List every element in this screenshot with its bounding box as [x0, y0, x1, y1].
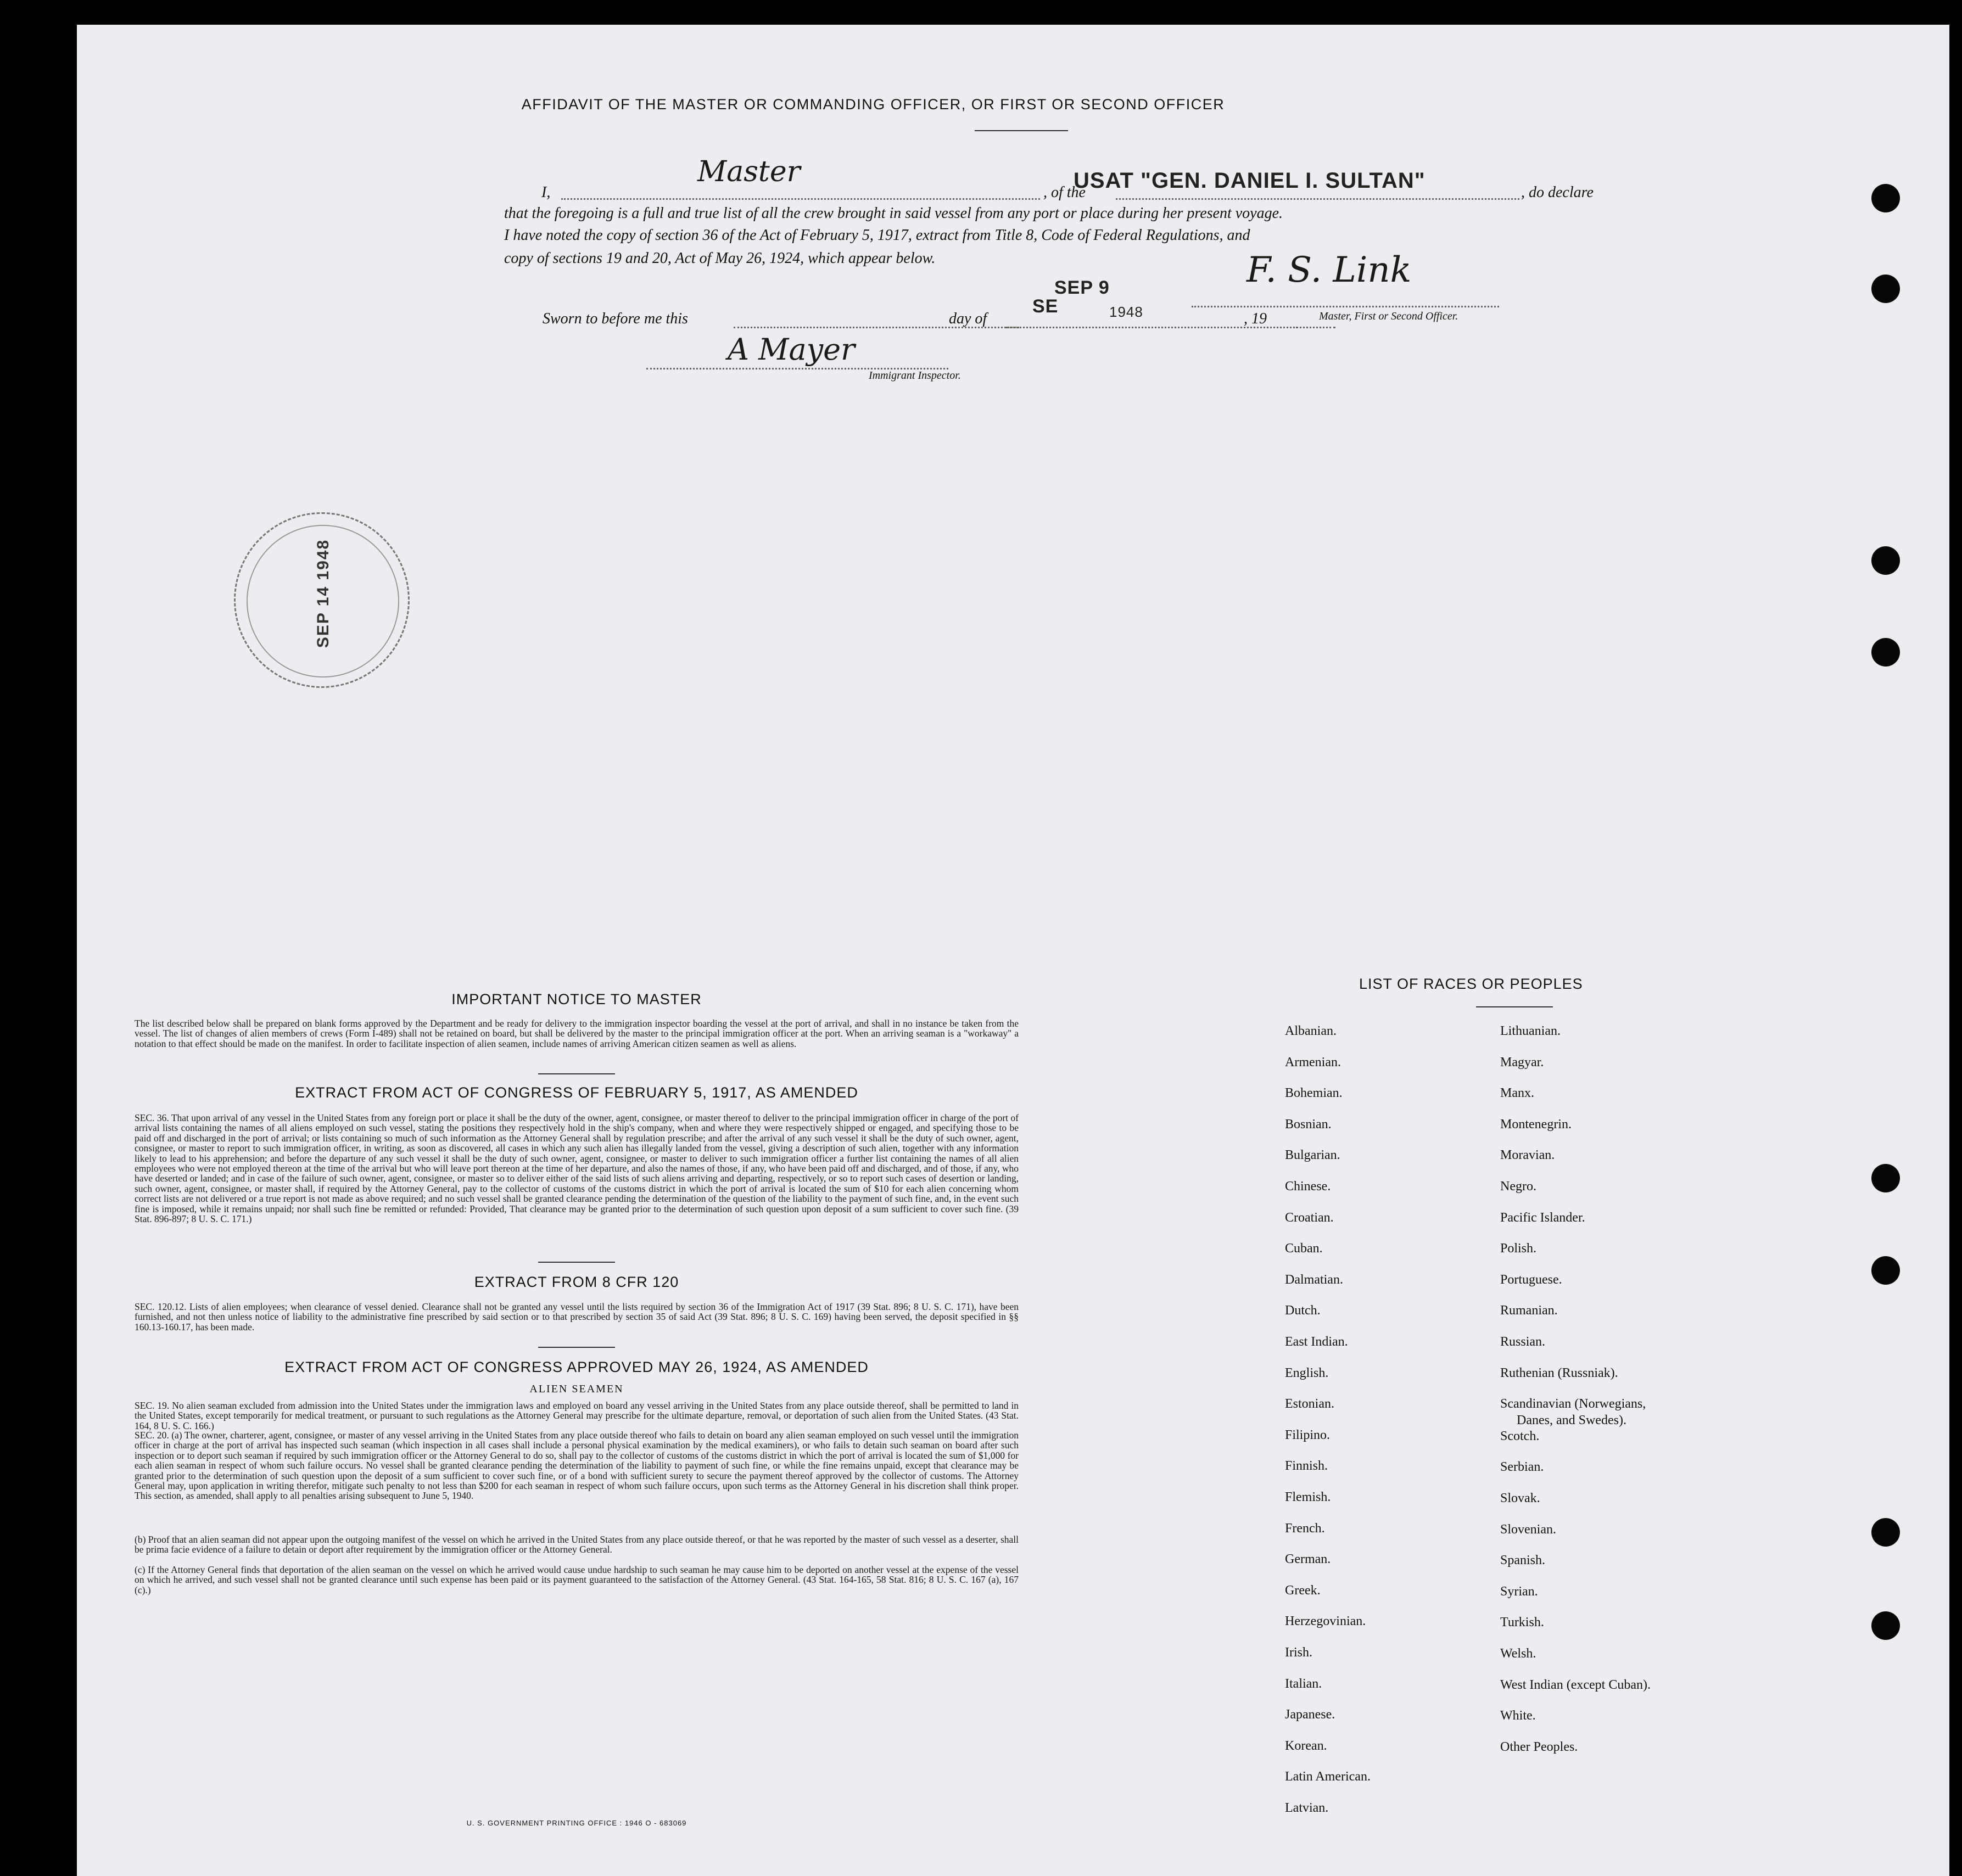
race-item: Slovak.	[1500, 1491, 1540, 1505]
race-item: Japanese.	[1285, 1707, 1335, 1722]
race-item: Irish.	[1285, 1645, 1312, 1660]
race-item: Rumanian.	[1500, 1303, 1558, 1318]
divider	[975, 130, 1068, 131]
race-item: Cuban.	[1285, 1241, 1323, 1256]
race-item: Danes, and Swedes).	[1517, 1413, 1626, 1428]
races-title: LIST OF RACES OR PEOPLES	[1359, 976, 1583, 992]
race-item: Bosnian.	[1285, 1117, 1332, 1132]
sworn-month-stamp: SE	[1032, 296, 1059, 317]
vessel-name-blank	[1116, 198, 1519, 200]
affidavit-line4: copy of sections 19 and 20, Act of May 26, 1924, which appear below.	[504, 250, 936, 267]
race-item: Turkish.	[1500, 1615, 1544, 1630]
race-item: Polish.	[1500, 1241, 1537, 1256]
race-item: Moravian.	[1500, 1148, 1555, 1163]
race-item: Italian.	[1285, 1676, 1322, 1691]
document-page	[77, 25, 1949, 1876]
race-item: Negro.	[1500, 1179, 1536, 1194]
extract-1924-title: EXTRACT FROM ACT OF CONGRESS APPROVED MAY 26, 1924, AS AMENDED	[284, 1359, 869, 1375]
race-item: Bulgarian.	[1285, 1148, 1340, 1163]
race-item: Russian.	[1500, 1335, 1546, 1349]
divider	[538, 1073, 615, 1074]
binder-hole	[1871, 275, 1900, 303]
master-signature: F. S. Link	[1246, 250, 1412, 290]
extract-1924-sec20a: SEC. 20. (a) The owner, charterer, agent, consignee, or master of any vessel arriving in the United States from any place outside thereof who fails to detain on board any alien seaman employed on such vessel until the immigration officer in charge at the port of arrival has inspected such seaman (which inspection in all cases shall include a personal physical examination by the medical examiners), or who fails to detain such seaman on board after such inspection or to deport such seaman if required by such immigration officer or the Attorney General to do so, shall pay to the collector of customs of the customs district in which the port of arrival is located the sum of $1,000 for each alien seaman in respect of whom such failure occurs. No vessel shall be granted clearance pending the determination of the liability to payment of such fine, or while the fine remains unpaid, except that clearance may be granted prior to the determination of such question upon the deposit of a sum sufficient to cover such fine, or of a bond with sufficient surety to secure the payment thereof approved by the collector of customs. The Attorney General may, upon application in writing therefor, mitigate such penalty to not less than $200 for each seaman in respect of whom such failure occurs, upon such terms as the Attorney General in his discretion shall think proper. This section, as amended, shall apply to all penalties arising subsequent to June 5, 1940.	[135, 1430, 1019, 1502]
sworn-day-of: day of	[949, 310, 987, 327]
extract-cfr-body: SEC. 120.12. Lists of alien employees; when clearance of vessel denied. Clearance shall not be granted any vessel until the lists required by section 36 of the Immigration Act of 1917 (39 Stat. 896; 8 U. S. C. 171), have been furnished, and not then unless notice of liability to the administrative fine prescribed by said section or to that prescribed by section 35 of said Act (39 Stat. 896; 8 U. S. C. 169) having been served, the deposit specified in §§ 160.13-160.17, has been made.	[135, 1301, 1019, 1332]
race-item: Syrian.	[1500, 1584, 1538, 1599]
race-item: Korean.	[1285, 1738, 1327, 1753]
notice-section	[135, 991, 1019, 1847]
race-item: Armenian.	[1285, 1055, 1341, 1069]
race-item: East Indian.	[1285, 1335, 1348, 1349]
date-received-stamp: SEP 9	[1054, 277, 1110, 298]
race-item: Scotch.	[1500, 1429, 1540, 1443]
race-item: Slovenian.	[1500, 1522, 1556, 1537]
race-item: Scandinavian (Norwegians,	[1500, 1397, 1646, 1412]
race-item: Latin American.	[1285, 1769, 1371, 1784]
extract-1924-sec20b: (b) Proof that an alien seaman did not appear upon the outgoing manifest of the vessel on which he arrived in the United States from any place outside thereof, or that he was reported by the master of such vessel as a deserter, shall be prima facie evidence of a failure to detain or deport after requirement by the immigration officer or the Attorney General.	[135, 1534, 1019, 1555]
race-item: Ruthenian (Russniak).	[1500, 1365, 1618, 1380]
extract-1924-sec20c: (c) If the Attorney General finds that deportation of the alien seaman on the vessel on which he arrived would cause undue hardship to such seaman he may cause him to be deported on another vessel at the expense of the vessel on which he arrived, and such vessel shall not be granted clearance until such expense has been paid or its payment guaranteed to the satisfaction of the Attorney General. (43 Stat. 164-165, 58 Stat. 816; 8 U. S. C. 167 (a), 167 (c).)	[135, 1564, 1019, 1595]
inspector-caption: Immigrant Inspector.	[869, 369, 961, 382]
binder-hole	[1871, 546, 1900, 575]
race-item: Greek.	[1285, 1583, 1321, 1598]
race-item: Pacific Islander.	[1500, 1210, 1585, 1225]
extract-1917-title: EXTRACT FROM ACT OF CONGRESS OF FEBRUARY 5, 1917, AS AMENDED	[295, 1084, 858, 1101]
affidavit-line2: that the foregoing is a full and true list of all the crew brought in said vessel from any port or place during her present voyage.	[504, 205, 1283, 222]
binder-hole	[1871, 1518, 1900, 1547]
affidavit-line1-prefix: I,	[541, 184, 551, 201]
sworn-suffix: , 19	[1244, 310, 1267, 327]
race-item: Estonian.	[1285, 1397, 1334, 1412]
sworn-prefix: Sworn to before me this	[543, 310, 688, 327]
race-item: Dutch.	[1285, 1303, 1321, 1318]
race-item: Chinese.	[1285, 1179, 1331, 1194]
race-item: Welsh.	[1500, 1647, 1536, 1661]
race-item: English.	[1285, 1365, 1329, 1380]
extract-1917-body: SEC. 36. That upon arrival of any vessel in the United States from any foreign port or place it shall be the duty of the owner, agent, consignee, or master thereof to deliver to the principal immigration officer in charge of the port of arrival lists containing the names of all aliens employed on such vessel, stating the positions they respectively hold in the ship's company, when and where they were respectively shipped or engaged, and specifying those to be paid off and discharged in the port of arrival; or lists containing so much of such information as the Attorney General shall by regulation prescribe; and after the arrival of any such vessel it shall be the duty of such owner, agent, consignee, or master to report to such immigration officer, in writing, as soon as discovered, all cases in which any such alien has illegally landed from the vessel, giving a description of such alien, together with any information likely to lead to his apprehension; and before the departure of any such vessel it shall be the duty of such owner, agent, consignee, or master to deliver to such immigration officer a further list containing the names of all alien employees who were not employed thereon at the time of the arrival but who will leave port thereon at the time of her departure, and also the names of those, if any, who have been paid off and discharged, and of those, if any, who have deserted or landed; and in case of the failure of such owner, agent, consignee, or master so to deliver either of the said lists of such aliens arriving and departing, respectively, or so to report such cases of desertion or landing, such owner, agent, consignee, or master shall, if required by the Attorney General, pay to the collector of customs of the customs district in which the port of arrival is located the sum of $10 for each alien concerning whom correct lists are not delivered or a true report is not made as above required; and no such vessel shall be granted clearance pending the determination of the question of the liability to the payment of such fine, and, in the event such fine is imposed, while it remains unpaid; nor shall such fine be remitted or refunded: Provided, That clearance may be granted prior to the determination of such question upon deposit of a sum sufficient to cover such fine. (39 Stat. 896-897; 8 U. S. C. 171.)	[135, 1112, 1019, 1225]
race-item: Portuguese.	[1500, 1272, 1562, 1287]
immigration-seal	[234, 512, 410, 688]
race-item: Albanian.	[1285, 1024, 1337, 1038]
race-item: Other Peoples.	[1500, 1739, 1578, 1754]
race-item: German.	[1285, 1552, 1331, 1567]
race-item: French.	[1285, 1521, 1325, 1536]
vessel-name-stamp: USAT "GEN. DANIEL I. SULTAN"	[1074, 169, 1426, 193]
signature-line	[1192, 306, 1499, 307]
binder-hole	[1871, 1256, 1900, 1285]
race-item: Bohemian.	[1285, 1086, 1343, 1101]
race-item: Lithuanian.	[1500, 1024, 1561, 1038]
affidavit-line3: I have noted the copy of section 36 of the Act of February 5, 1917, extract from Title 8, Code of Federal Regulations, and	[504, 227, 1250, 244]
race-item: Magyar.	[1500, 1055, 1544, 1069]
race-item: West Indian (except Cuban).	[1500, 1677, 1651, 1692]
binder-hole	[1871, 1611, 1900, 1640]
binder-hole	[1871, 184, 1900, 212]
race-item: Spanish.	[1500, 1553, 1546, 1568]
extract-cfr-title: EXTRACT FROM 8 CFR 120	[474, 1274, 679, 1290]
extract-1924-sec19: SEC. 19. No alien seaman excluded from admission into the United States under the immigration laws and employed on board any vessel arriving in the United States from any place outside thereof, shall be permitted to land in the United States, except temporarily for medical treatment, or pursuant to such regulations as the Attorney General may prescribe for the ultimate departure, removal, or deportation of such alien from the United States. (43 Stat. 164, 8 U. S. C. 166.)	[135, 1400, 1019, 1431]
race-item: Herzegovinian.	[1285, 1614, 1366, 1629]
divider	[538, 1347, 615, 1348]
notice-title: IMPORTANT NOTICE TO MASTER	[451, 991, 702, 1007]
seal-date: SEP 14 1948	[314, 539, 332, 648]
divider	[1476, 1006, 1553, 1007]
race-item: Flemish.	[1285, 1490, 1331, 1504]
binder-hole	[1871, 1164, 1900, 1192]
extract-1924-subtitle: ALIEN SEAMEN	[529, 1383, 624, 1395]
binder-hole	[1871, 638, 1900, 667]
divider	[538, 1262, 615, 1263]
race-item: Montenegrin.	[1500, 1117, 1572, 1132]
affidavit-title: AFFIDAVIT OF THE MASTER OR COMMANDING OFFICER, OR FIRST OR SECOND OFFICER	[521, 96, 1225, 113]
notice-body: The list described below shall be prepared on blank forms approved by the Department and be ready for delivery to the immigration inspector boarding the vessel at the port of arrival, and shall in no instance be taken from the vessel. The list of changes of alien members of crews (Form I-489) shall not be retained on board, but shall be delivered by the master to the principal immigration officer at the port. When an arriving seaman is a "workaway" a notation to that effect should be made on the manifest. In order to facilitate inspection of alien seamen, include names of arriving American citizen seamen as well as aliens.	[135, 1018, 1019, 1049]
race-item: Latvian.	[1285, 1801, 1329, 1815]
master-name-blank	[561, 198, 1040, 200]
inspector-signature: A Mayer	[728, 332, 855, 367]
affidavit-line1-suffix: , do declare	[1521, 184, 1594, 201]
signature-caption: Master, First or Second Officer.	[1319, 310, 1458, 322]
race-item: Manx.	[1500, 1086, 1534, 1101]
race-item: Finnish.	[1285, 1459, 1328, 1474]
sworn-year-blank	[1296, 327, 1335, 328]
sworn-year-stamp: 1948	[1109, 304, 1143, 320]
race-item: Dalmatian.	[1285, 1272, 1343, 1287]
race-item: White.	[1500, 1709, 1536, 1723]
race-item: Croatian.	[1285, 1210, 1334, 1225]
master-handwritten: Master	[697, 155, 801, 188]
printer-line: U. S. GOVERNMENT PRINTING OFFICE : 1946 O - 683069	[466, 1819, 687, 1827]
affidavit-line1-of: , of the	[1043, 184, 1086, 201]
race-item: Serbian.	[1500, 1460, 1544, 1475]
race-item: Filipino.	[1285, 1427, 1331, 1442]
